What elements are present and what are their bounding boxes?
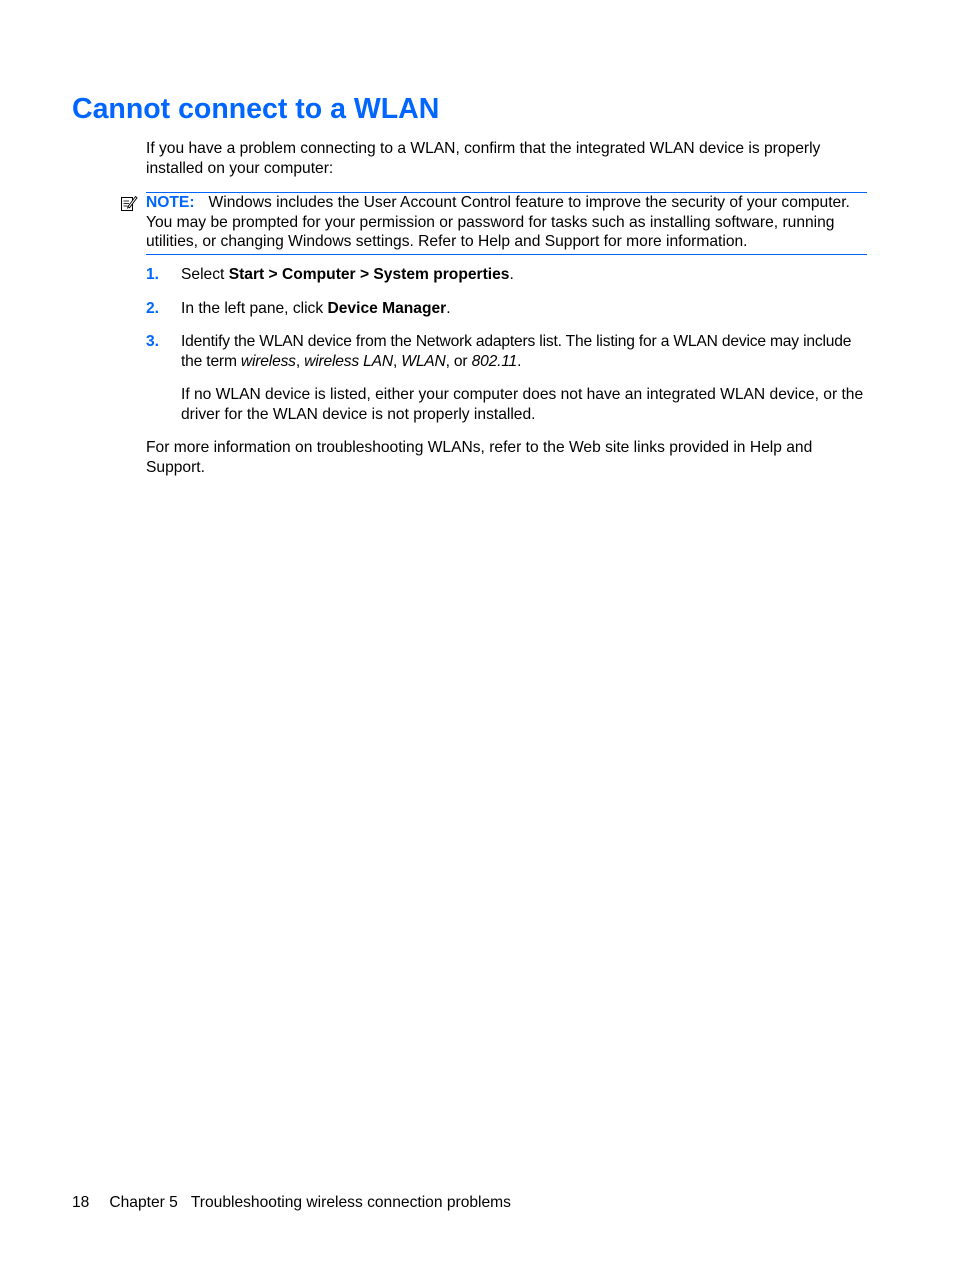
step-text: Identify the WLAN device from the Network adapters list. The listing for a WLAN device may include the term wireless, wireless LAN, WLAN, or 802.11. [181,333,852,370]
term: wireless LAN [304,352,393,370]
step-3-followup: If no WLAN device is listed, either your computer does not have an integrated WLAN device, or the driver for the WLAN device is not properly installed. [181,386,864,423]
note-box [146,192,867,255]
note-body: Windows includes the User Account Control feature to improve the security of your computer. You may be prompted for your permission or password for tasks such as installing software, running utilities, or changing Windows settings. Refer to Help and Support for more information. [146,194,850,250]
menu-path: Start > Computer > System properties [228,266,510,283]
note-label: NOTE: [146,194,195,211]
step-1 [146,265,868,285]
step-number: 1. [146,266,160,283]
chapter-title: Troubleshooting wireless connection problems [190,1194,511,1211]
step-3 [146,332,868,371]
term: WLAN [401,352,446,370]
step-text: Select Start > Computer > System properties. [181,266,514,283]
page-footer [72,1193,511,1213]
device-manager-label: Device Manager [327,300,447,317]
term: wireless [240,352,296,370]
step-2 [146,299,868,319]
page-title: Cannot connect to a WLAN [72,93,440,125]
note-pad-icon [120,194,138,212]
note-text [146,193,867,252]
outro-paragraph: For more information on troubleshooting WLANs, refer to the Web site links provided in Help and Support. [146,439,813,476]
chapter-label: Chapter 5 [109,1194,178,1211]
intro-paragraph: If you have a problem connecting to a WLAN, confirm that the integrated WLAN device is properly installed on your computer: [146,140,821,177]
step-text: In the left pane, click Device Manager. [181,300,451,317]
step-number: 3. [146,333,160,350]
term: 802.11 [471,352,518,370]
page-number: 18 [72,1194,90,1211]
step-number: 2. [146,300,160,317]
